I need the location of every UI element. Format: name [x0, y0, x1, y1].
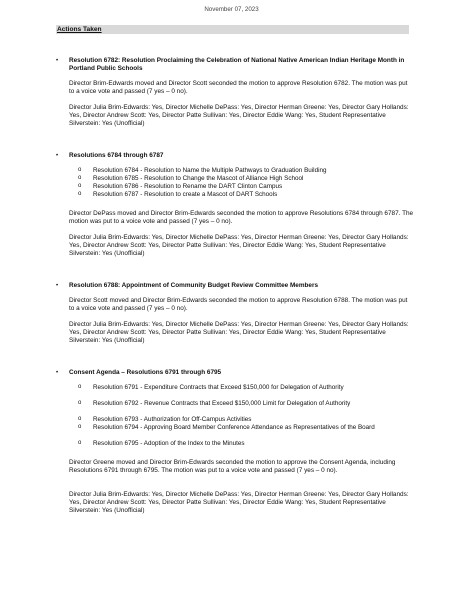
vote-record: Director Julia Brim-Edwards: Yes, Director Michelle DePass: Yes, Director Herman Greene: Yes, Director Gary Hollands: Yes, Director Andrew Scott: Yes, Director Patte Sullivan: Yes, Director Eddie Wang: Yes, Student Representative Silverstein: Yes (Unofficial) — [69, 321, 409, 345]
sub-item: o Resolution 6795 - Adoption of the Index to the Minutes — [78, 440, 245, 447]
bullet-icon: • — [56, 58, 59, 64]
circle-bullet-icon: o — [78, 384, 82, 390]
bullet-icon: • — [56, 153, 59, 159]
circle-bullet-icon: o — [78, 416, 82, 422]
sub-item: o Resolution 6785 - Resolution to Change the Mascot of Alliance High School — [78, 175, 304, 182]
vote-record: Director Julia Brim-Edwards: Yes, Director Michelle DePass: Yes, Director Herman Greene: Yes, Director Gary Hollands: Yes, Director Andrew Scott: Yes, Director Patte Sullivan: Yes, Director Eddie Wang: Yes, Student Representative Silverstein: Yes (Unofficial) — [69, 491, 409, 515]
sub-item: o Resolution 6793 - Authorization for Off-Campus Activities — [78, 416, 252, 423]
sub-item: o Resolution 6787 - Resolution to create a Mascot of DART Schools — [78, 191, 278, 198]
motion-text: Director Brim-Edwards moved and Director Scott seconded the motion to approve Resolution 6782. The motion was put to a voice vote and passed (7 yes – 0 no). — [69, 80, 408, 96]
sub-item: o Resolution 6792 - Revenue Contracts that Exceed $150,000 Limit for Delegation of Authority — [78, 400, 351, 407]
sub-item: o Resolution 6786 - Resolution to Rename the DART Clinton Campus — [78, 183, 283, 190]
vote-record: Director Julia Brim-Edwards: Yes, Director Michelle DePass: Yes, Director Herman Greene: Yes, Director Gary Hollands: Yes, Director Andrew Scott: Yes, Director Patte Sullivan: Yes, Director Eddie Wang: Yes, Student Representative Silverstein: Yes (Unofficial) — [69, 234, 409, 258]
page-date: November 07, 2023 — [204, 6, 259, 13]
vote-record: Director Julia Brim-Edwards: Yes, Director Michelle DePass: Yes, Director Herman Greene: Yes, Director Gary Hollands: Yes, Director Andrew Scott: Yes, Director Patte Sullivan: Yes, Director Eddie Wang: Yes, Student Representative Silverstein: Yes (Unofficial) — [69, 104, 409, 128]
sub-item: o Resolution 6784 - Resolution to Name the Multiple Pathways to Graduation Building — [78, 167, 327, 174]
circle-bullet-icon: o — [78, 191, 82, 197]
section-title: Actions Taken — [56, 25, 409, 34]
circle-bullet-icon: o — [78, 400, 82, 406]
circle-bullet-icon: o — [78, 175, 82, 181]
sub-item: o Resolution 6791 - Expenditure Contracts that Exceed $150,000 for Delegation of Authority — [78, 384, 344, 391]
bullet-icon: • — [56, 370, 59, 376]
item-title: Resolution 6782: Resolution Proclaiming the Celebration of National Native American Indian Heritage Month in Portland Public Schools — [69, 57, 405, 73]
item-title: Resolutions 6784 through 6787 — [69, 152, 164, 159]
bullet-icon: • — [56, 283, 59, 289]
motion-text: Director DePass moved and Director Brim-Edwards seconded the motion to approve Resolutions 6784 through 6787. The motion was put to a voice vote and passed (7 yes – 0 no). — [69, 210, 414, 226]
circle-bullet-icon: o — [78, 183, 82, 189]
motion-text: Director Greene moved and Director Brim-Edwards seconded the motion to approve the Consent Agenda, including Resolutions 6791 through 6795. The motion was put to a voice vote and passed (7 yes – 0 no). — [69, 459, 396, 475]
item-title: Resolution 6788: Appointment of Community Budget Review Committee Members — [69, 282, 319, 289]
item-title: Consent Agenda – Resolutions 6791 through 6795 — [69, 369, 222, 376]
circle-bullet-icon: o — [78, 440, 82, 446]
circle-bullet-icon: o — [78, 424, 82, 430]
motion-text: Director Scott moved and Director Brim-Edwards seconded the motion to approve Resolution 6788. The motion was put to a voice vote and passed (7 yes – 0 no). — [69, 297, 408, 313]
circle-bullet-icon: o — [78, 167, 82, 173]
sub-item: o Resolution 6794 - Approving Board Member Conference Attendance as Representatives of the Board — [78, 424, 375, 431]
